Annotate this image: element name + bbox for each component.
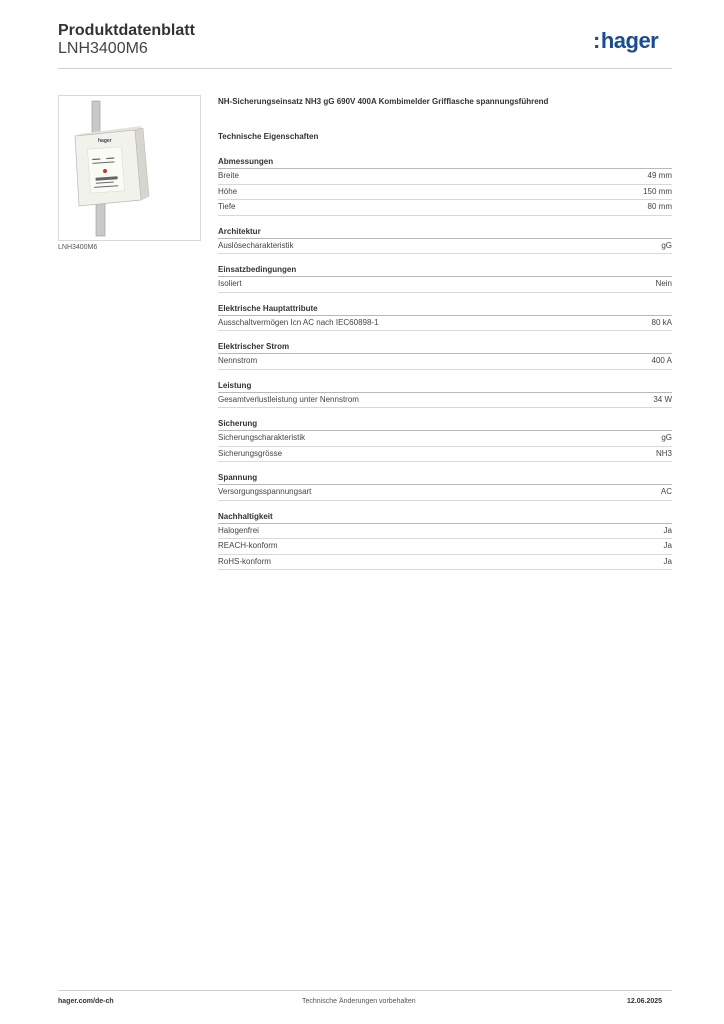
technical-properties-title: Technische Eigenschaften: [218, 132, 319, 141]
header-divider: [58, 68, 672, 69]
property-label: Ausschaltvermögen Icn AC nach IEC60898-1: [218, 317, 379, 327]
property-value: 400 A: [651, 356, 672, 365]
property-row: [218, 524, 672, 540]
section-heading: Abmessungen: [218, 156, 672, 169]
property-row: [218, 539, 672, 555]
property-row: [218, 431, 672, 447]
property-value: 80 mm: [647, 202, 672, 211]
section-heading: Nachhaltigkeit: [218, 511, 672, 524]
fuse-illustration: [59, 96, 200, 240]
property-section: [218, 472, 672, 501]
section-heading: Architektur: [218, 226, 672, 239]
properties-table: [218, 156, 672, 570]
property-section: [218, 380, 672, 409]
footer-divider: [58, 990, 672, 991]
property-label: Sicherungsgrösse: [218, 448, 283, 458]
property-label: RoHS-konform: [218, 556, 271, 566]
property-label: Auslösecharakteristik: [218, 240, 294, 250]
property-label: Versorgungsspannungsart: [218, 487, 312, 496]
section-spacer: [218, 462, 672, 472]
section-spacer: [218, 408, 672, 418]
product-image: [58, 95, 201, 241]
property-row: [218, 485, 672, 501]
section-spacer: [218, 293, 672, 303]
property-row: [218, 393, 672, 409]
image-caption: LNH3400M6: [58, 244, 98, 251]
section-spacer: [218, 501, 672, 511]
property-label: Halogenfrei: [218, 525, 259, 535]
property-value: 80 kA: [651, 317, 672, 327]
property-label: REACH-konform: [218, 541, 278, 550]
property-row: [218, 169, 672, 185]
property-section: [218, 511, 672, 571]
property-value: Ja: [663, 541, 672, 550]
footer-website: hager.com/de-ch: [58, 998, 114, 1005]
property-label: Nennstrom: [218, 356, 258, 365]
property-section: [218, 418, 672, 462]
section-heading: Einsatzbedingungen: [218, 264, 672, 277]
page-title: Produktdatenblatt: [58, 22, 195, 39]
hager-logo: :hager: [593, 28, 659, 53]
property-value: AC: [660, 487, 672, 496]
property-value: gG: [661, 240, 672, 250]
property-value: 150 mm: [643, 186, 672, 196]
property-row: [218, 447, 672, 463]
property-row: [218, 277, 672, 293]
section-heading: Spannung: [218, 472, 672, 485]
property-value: NH3: [655, 448, 672, 458]
section-spacer: [218, 254, 672, 264]
property-label: Gesamtverlustleistung unter Nennstrom: [218, 394, 359, 404]
footer-date: 12.06.2025: [627, 998, 663, 1005]
property-row: [218, 354, 672, 370]
section-heading: Elektrischer Strom: [218, 341, 672, 354]
property-label: Isoliert: [218, 279, 242, 288]
property-row: [218, 200, 672, 216]
property-section: [218, 226, 672, 255]
property-row: [218, 555, 672, 571]
section-heading: Leistung: [218, 380, 672, 393]
product-code: LNH3400M6: [58, 40, 148, 57]
section-spacer: [218, 370, 672, 380]
property-section: [218, 156, 672, 216]
property-value: Ja: [663, 525, 672, 535]
property-value: 34 W: [653, 394, 672, 404]
property-label: Tiefe: [218, 202, 236, 211]
property-section: [218, 341, 672, 370]
property-value: gG: [661, 433, 672, 442]
property-value: 49 mm: [647, 171, 672, 180]
property-section: [218, 264, 672, 293]
logo-text: hager: [600, 28, 659, 53]
product-description: NH-Sicherungseinsatz NH3 gG 690V 400A Kombimelder Grifflasche spannungsführend: [218, 97, 549, 106]
property-label: Breite: [218, 171, 239, 180]
footer-notice: Technische Änderungen vorbehalten: [302, 998, 416, 1005]
section-spacer: [218, 216, 672, 226]
property-row: [218, 316, 672, 332]
property-value: Nein: [655, 279, 672, 288]
section-spacer: [218, 331, 672, 341]
property-label: Höhe: [218, 186, 238, 196]
section-heading: Elektrische Hauptattribute: [218, 303, 672, 316]
property-label: Sicherungscharakteristik: [218, 433, 306, 442]
property-value: Ja: [663, 556, 672, 566]
section-heading: Sicherung: [218, 418, 672, 431]
property-section: [218, 303, 672, 332]
property-row: [218, 239, 672, 255]
property-row: [218, 185, 672, 201]
fuse-brand-label: hager: [98, 138, 112, 144]
